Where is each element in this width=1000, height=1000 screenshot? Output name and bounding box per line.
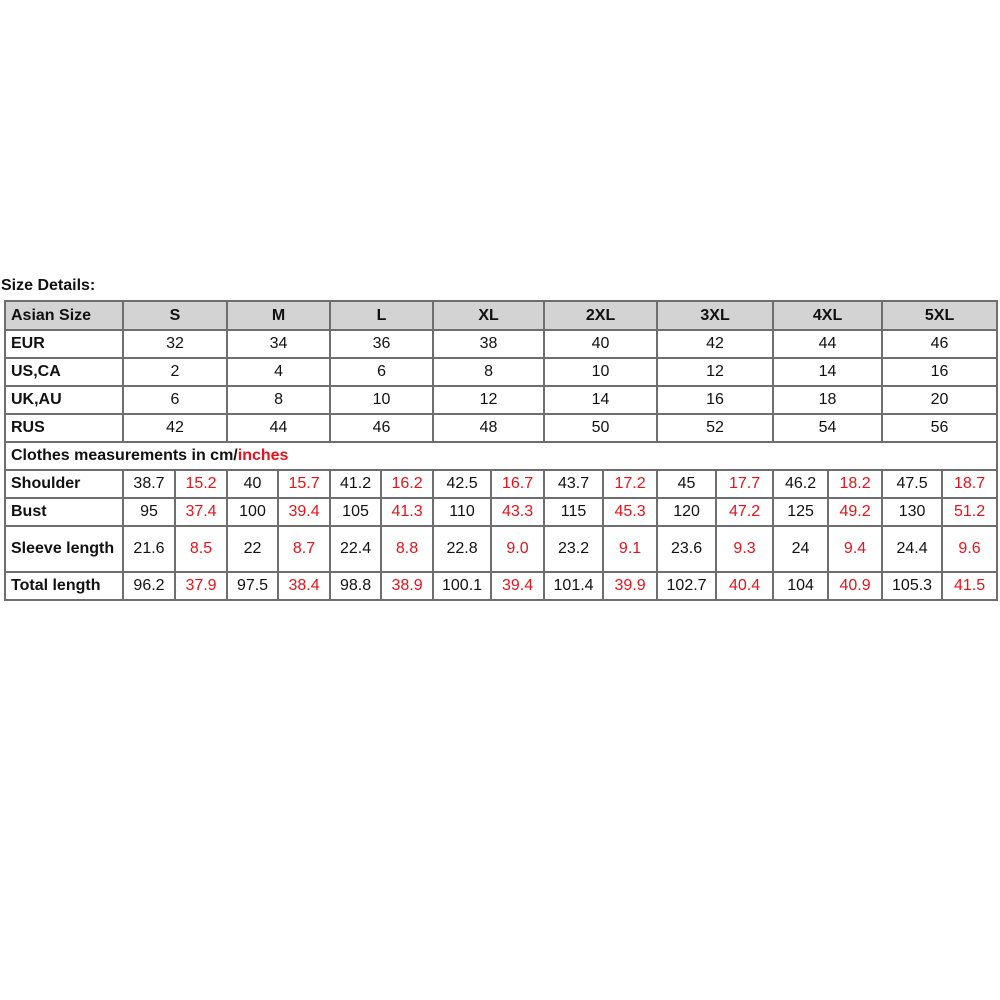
cm-cell: 105.3: [882, 572, 942, 600]
conversion-row-us: [5, 358, 997, 386]
table-cell: 44: [227, 414, 330, 442]
cm-cell: 125: [773, 498, 828, 526]
cm-cell: 101.4: [544, 572, 603, 600]
cm-cell: 38.7: [123, 470, 175, 498]
inch-cell: 16.7: [491, 470, 544, 498]
row-label: EUR: [5, 330, 123, 358]
table-cell: 10: [330, 386, 433, 414]
row-label: Total length: [5, 572, 123, 600]
inch-cell: 16.2: [381, 470, 433, 498]
size-header-row: [5, 301, 997, 330]
table-cell: 18: [773, 386, 882, 414]
size-header-cell: L: [330, 301, 433, 330]
row-label: UK,AU: [5, 386, 123, 414]
inch-cell: 8.8: [381, 526, 433, 572]
size-header-label: Asian Size: [5, 301, 123, 330]
cm-cell: 96.2: [123, 572, 175, 600]
inch-cell: 8.7: [278, 526, 330, 572]
measurement-row-shoulder: [5, 470, 997, 498]
cm-cell: 100: [227, 498, 278, 526]
table-cell: 48: [433, 414, 544, 442]
size-chart-table: [4, 300, 998, 601]
table-cell: 16: [657, 386, 773, 414]
inch-cell: 51.2: [942, 498, 997, 526]
inch-cell: 47.2: [716, 498, 773, 526]
table-cell: 34: [227, 330, 330, 358]
inch-cell: 45.3: [603, 498, 657, 526]
page-title: Size Details:: [1, 277, 96, 294]
cm-cell: 41.2: [330, 470, 381, 498]
cm-cell: 21.6: [123, 526, 175, 572]
cm-cell: 23.2: [544, 526, 603, 572]
table-cell: 42: [123, 414, 227, 442]
inch-cell: 39.4: [278, 498, 330, 526]
inch-cell: 38.9: [381, 572, 433, 600]
cm-cell: 130: [882, 498, 942, 526]
size-header-cell: 4XL: [773, 301, 882, 330]
cm-cell: 98.8: [330, 572, 381, 600]
cm-cell: 42.5: [433, 470, 491, 498]
table-cell: 12: [433, 386, 544, 414]
inch-cell: 49.2: [828, 498, 882, 526]
conversion-row-uk: [5, 386, 997, 414]
section-heading-inches: inches: [237, 447, 289, 464]
table-cell: 46: [882, 330, 997, 358]
table-cell: 56: [882, 414, 997, 442]
table-cell: 16: [882, 358, 997, 386]
inch-cell: 9.6: [942, 526, 997, 572]
cm-cell: 115: [544, 498, 603, 526]
table-cell: 2: [123, 358, 227, 386]
table-cell: 14: [544, 386, 657, 414]
cm-cell: 23.6: [657, 526, 716, 572]
size-header-cell: 2XL: [544, 301, 657, 330]
cm-cell: 102.7: [657, 572, 716, 600]
row-label: US,CA: [5, 358, 123, 386]
table-cell: 12: [657, 358, 773, 386]
table-cell: 8: [433, 358, 544, 386]
measurement-row-total-length: [5, 572, 997, 600]
size-header-cell: S: [123, 301, 227, 330]
cm-cell: 24: [773, 526, 828, 572]
cm-cell: 22.8: [433, 526, 491, 572]
table-cell: 54: [773, 414, 882, 442]
row-label: Sleeve length: [5, 526, 123, 572]
cm-cell: 22.4: [330, 526, 381, 572]
inch-cell: 17.7: [716, 470, 773, 498]
cm-cell: 100.1: [433, 572, 491, 600]
inch-cell: 39.9: [603, 572, 657, 600]
row-label: Shoulder: [5, 470, 123, 498]
table-cell: 52: [657, 414, 773, 442]
table-cell: 32: [123, 330, 227, 358]
table-cell: 50: [544, 414, 657, 442]
size-header-cell: M: [227, 301, 330, 330]
table-cell: 6: [123, 386, 227, 414]
inch-cell: 38.4: [278, 572, 330, 600]
inch-cell: 8.5: [175, 526, 227, 572]
table-cell: 20: [882, 386, 997, 414]
cm-cell: 95: [123, 498, 175, 526]
inch-cell: 9.4: [828, 526, 882, 572]
section-heading: [5, 442, 997, 470]
inch-cell: 37.9: [175, 572, 227, 600]
cm-cell: 105: [330, 498, 381, 526]
table-cell: 14: [773, 358, 882, 386]
inch-cell: 15.7: [278, 470, 330, 498]
inch-cell: 9.3: [716, 526, 773, 572]
table-cell: 4: [227, 358, 330, 386]
table-cell: 6: [330, 358, 433, 386]
inch-cell: 41.3: [381, 498, 433, 526]
cm-cell: 120: [657, 498, 716, 526]
table-cell: 8: [227, 386, 330, 414]
inch-cell: 37.4: [175, 498, 227, 526]
inch-cell: 9.0: [491, 526, 544, 572]
row-label: Bust: [5, 498, 123, 526]
conversion-row-rus: [5, 414, 997, 442]
inch-cell: 43.3: [491, 498, 544, 526]
cm-cell: 97.5: [227, 572, 278, 600]
cm-cell: 104: [773, 572, 828, 600]
table-cell: 46: [330, 414, 433, 442]
table-cell: 40: [544, 330, 657, 358]
cm-cell: 45: [657, 470, 716, 498]
size-header-cell: 5XL: [882, 301, 997, 330]
inch-cell: 39.4: [491, 572, 544, 600]
inch-cell: 18.7: [942, 470, 997, 498]
table-cell: 44: [773, 330, 882, 358]
row-label: RUS: [5, 414, 123, 442]
table-cell: 10: [544, 358, 657, 386]
cm-cell: 43.7: [544, 470, 603, 498]
inch-cell: 15.2: [175, 470, 227, 498]
table-cell: 42: [657, 330, 773, 358]
measurement-row-sleeve: [5, 526, 997, 572]
inch-cell: 9.1: [603, 526, 657, 572]
inch-cell: 40.4: [716, 572, 773, 600]
cm-cell: 46.2: [773, 470, 828, 498]
cm-cell: 24.4: [882, 526, 942, 572]
inch-cell: 41.5: [942, 572, 997, 600]
measurement-section-row: [5, 442, 997, 470]
measurement-row-bust: [5, 498, 997, 526]
cm-cell: 47.5: [882, 470, 942, 498]
inch-cell: 18.2: [828, 470, 882, 498]
table-cell: 38: [433, 330, 544, 358]
size-header-cell: 3XL: [657, 301, 773, 330]
section-heading-prefix: Clothes measurements in cm/: [11, 447, 238, 464]
cm-cell: 40: [227, 470, 278, 498]
table-cell: 36: [330, 330, 433, 358]
size-header-cell: XL: [433, 301, 544, 330]
conversion-row-eur: [5, 330, 997, 358]
inch-cell: 40.9: [828, 572, 882, 600]
cm-cell: 22: [227, 526, 278, 572]
cm-cell: 110: [433, 498, 491, 526]
inch-cell: 17.2: [603, 470, 657, 498]
